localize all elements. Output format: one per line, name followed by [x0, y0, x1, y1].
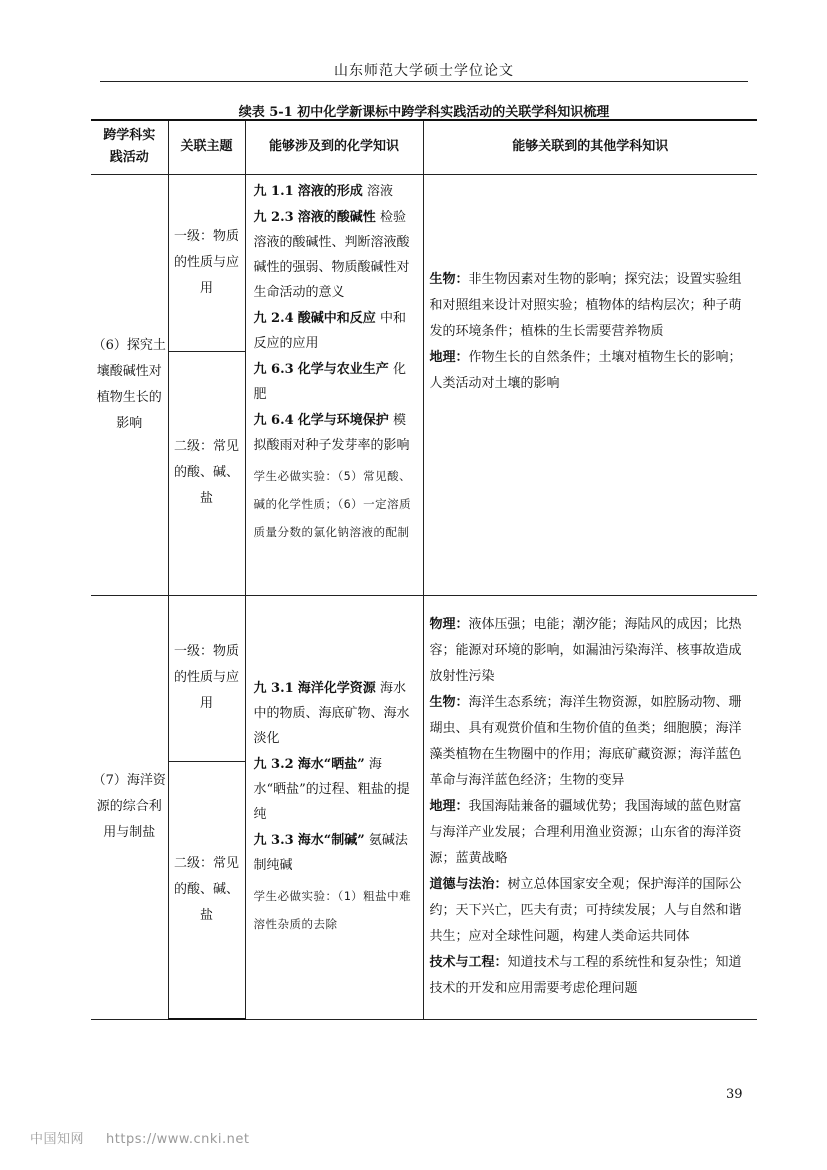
activity-cell: （6）探究土壤酸碱性对植物生长的影响 — [91, 174, 168, 595]
chem-item — [254, 357, 415, 407]
theme-cell: 二级：常见的酸、碱、盐 — [168, 761, 245, 1019]
chem-item-title: 溶液的酸碱性 — [297, 209, 376, 225]
chem-item-detail: 溶液 — [366, 183, 393, 199]
chem-item — [254, 179, 415, 204]
chem-item-code: 九 3.2 — [253, 757, 294, 772]
subject-paragraph — [430, 267, 752, 345]
chem-item-title: 化学与农业生产 — [297, 361, 389, 377]
subject-label: 地理： — [429, 349, 469, 365]
header-theme: 关联主题 — [168, 120, 245, 174]
page-number: 39 — [726, 1087, 743, 1102]
chem-item-code: 九 2.4 — [253, 310, 294, 326]
chem-knowledge-cell — [245, 595, 423, 1019]
chem-item-detail: 海水“晒盐”的过程、粗盐的提纯 — [253, 757, 410, 822]
subject-text: 我国海陆兼备的疆域优势；我国海域的蓝色财富与海洋产业发展；合理利用渔业资源；山东省的海洋资源；蓝黄战略 — [429, 799, 742, 866]
chem-item-title: 酸碱中和反应 — [297, 310, 376, 326]
subject-label: 生物： — [429, 271, 469, 287]
subject-label: 物理： — [429, 617, 469, 632]
chem-item — [254, 306, 415, 356]
subject-text: 海洋生态系统；海洋生物资源，如腔肠动物、珊瑚虫、具有观赏价值和生物价值的鱼类；细胞膜；海洋藻类植物在生物圈中的作用；海底矿藏资源；海洋蓝色革命与海洋蓝色经济；生物的变异 — [429, 695, 742, 788]
table-caption: 续表 5-1 初中化学新课标中跨学科实践活动的关联学科知识梳理 — [238, 105, 610, 120]
subject-paragraph — [430, 612, 752, 690]
subject-label: 生物： — [429, 695, 469, 710]
subject-text: 作物生长的自然条件；土壤对植物生长的影响；人类活动对土壤的影响 — [429, 349, 742, 391]
subject-label: 技术与工程： — [429, 955, 508, 970]
chem-item-title: 海洋化学资源 — [297, 681, 376, 696]
chem-item — [254, 752, 415, 827]
activity-cell: （7）海洋资源的综合利用与制盐 — [91, 595, 168, 1019]
subject-text: 树立总体国家安全观；保护海洋的国际公约；天下兴亡，匹夫有责；可持续发展；人与自然和谐共生；应对全球性问题，构建人类命运共同体 — [429, 877, 742, 944]
chem-item — [254, 828, 415, 878]
subject-text: 非生物因素对生物的影响；探究法；设置实验组和对照组来设计对照实验；植物体的结构层次；种子萌发的环境条件；植株的生长需要营养物质 — [429, 271, 742, 339]
table-row — [91, 174, 757, 351]
header-other: 能够关联到的其他学科知识 — [423, 120, 757, 174]
chem-item-title: 海水“制碱” — [297, 833, 365, 848]
chem-item-detail: 中和反应的应用 — [253, 310, 406, 351]
subject-paragraph — [430, 690, 752, 794]
required-experiment-note: 学生必做实验：（1）粗盐中难溶性杂质的去除 — [253, 889, 412, 931]
chem-item-detail: 氨碱法制纯碱 — [253, 833, 408, 873]
chem-item-title: 海水“晒盐” — [297, 757, 365, 772]
chem-item-code: 九 6.4 — [253, 412, 294, 428]
theme-cell: 一级：物质的性质与应用 — [168, 595, 245, 761]
other-subject-cell — [423, 174, 757, 595]
chem-item — [254, 676, 415, 751]
subject-label: 道德与法治： — [429, 877, 508, 892]
chem-item-detail: 化肥 — [253, 361, 406, 402]
chem-item-code: 九 3.3 — [253, 833, 294, 848]
chem-item-detail: 模拟酸雨对种子发芽率的影响 — [253, 412, 410, 453]
chem-item-code: 九 2.3 — [253, 209, 294, 225]
subject-paragraph — [430, 794, 752, 872]
other-subject-cell — [423, 595, 757, 1019]
table-row — [91, 595, 757, 761]
table-header-row — [91, 120, 757, 174]
watermark-brand: 中国知网 — [30, 1132, 85, 1147]
subject-paragraph — [430, 872, 752, 950]
chem-knowledge-cell — [245, 174, 423, 595]
thesis-header: 山东师范大学硕士学位论文 — [334, 63, 514, 79]
subject-text: 液体压强；电能；潮汐能；海陆风的成因；比热容；能源对环境的影响，如漏油污染海洋、核事故造成放射性污染 — [429, 617, 742, 684]
chem-item-title: 化学与环境保护 — [297, 412, 389, 428]
chem-item-code: 九 6.3 — [253, 361, 294, 377]
theme-cell: 一级：物质的性质与应用 — [168, 174, 245, 351]
subject-label: 地理： — [429, 799, 469, 814]
cnki-watermark — [30, 1128, 249, 1147]
subject-text: 知道技术与工程的系统性和复杂性；知道技术的开发和应用需要考虑伦理问题 — [429, 955, 742, 996]
subject-paragraph — [430, 950, 752, 1002]
required-experiment-note: 学生必做实验：（5）常见酸、碱的化学性质；（6）一定溶质质量分数的氯化钠溶液的配制 — [253, 468, 412, 539]
theme-cell: 二级：常见的酸、碱、盐 — [168, 351, 245, 595]
header-activity: 跨学科实践活动 — [91, 120, 168, 174]
chem-item-detail: 海水中的物质、海底矿物、海水淡化 — [253, 681, 410, 746]
chem-item-code: 九 1.1 — [253, 183, 294, 199]
knowledge-table — [91, 119, 757, 1020]
header-chem: 能够涉及到的化学知识 — [245, 120, 423, 174]
chem-item — [254, 205, 415, 305]
watermark-url: https://www.cnki.net — [106, 1132, 250, 1147]
header-rule — [100, 81, 748, 82]
subject-paragraph — [430, 345, 752, 397]
chem-item-title: 溶液的形成 — [297, 183, 363, 199]
chem-item-detail: 检验溶液的酸碱性、判断溶液酸碱性的强弱、物质酸碱性对生命活动的意义 — [253, 209, 410, 300]
chem-item-code: 九 3.1 — [253, 681, 294, 696]
chem-item — [254, 408, 415, 458]
